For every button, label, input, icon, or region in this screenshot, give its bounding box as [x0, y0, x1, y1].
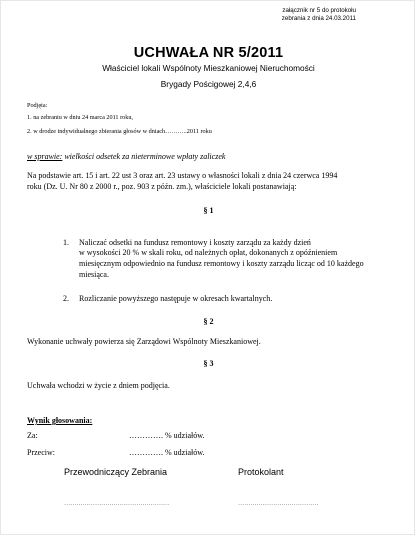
vote-for-value: …………. % udziałów. — [129, 431, 205, 440]
secretary-signature-line: ………………………………… — [238, 500, 319, 507]
appendix-note-line1: załącznik nr 5 do protokołu — [282, 7, 356, 14]
adopted-line-individual: 2. w drodze indywidualnego zbierania głosów w dniach………..2011 roku — [27, 128, 212, 135]
resolution-subtitle-address: Brygady Pościgowej 2,4,6 — [160, 79, 257, 89]
vote-for-label: Za: — [27, 431, 38, 440]
section1-item2-text: Rozliczanie powyższego następuje w okresach kwartalnych. — [79, 294, 273, 303]
vote-against-label: Przeciw: — [27, 448, 55, 457]
adopted-heading: Podjęta: — [27, 102, 48, 109]
section3-heading: § 3 — [203, 359, 214, 368]
section1-item1-line4: miesiąca. — [79, 270, 109, 279]
appendix-note-line2: zebrania z dnia 24.03.2011 — [281, 15, 356, 22]
chair-signature-line: …………………………………………… — [64, 500, 170, 507]
section3-text: Uchwała wchodzi w życie z dniem podjęcia. — [27, 381, 170, 390]
adopted-line-meeting: 1. na zebraniu w dniu 24 marca 2011 roku, — [27, 114, 133, 121]
section1-item1-line2: w wysokości 20 % w skali roku, od należnych opłat, dokonanych z opóźnieniem — [79, 248, 338, 257]
resolution-title: UCHWAŁA NR 5/2011 — [133, 45, 284, 61]
legal-basis-line1: Na podstawie art. 15 i art. 22 ust 3 oraz art. 23 ustawy o własności lokali z dnia 24 czerwca 1994 — [27, 171, 338, 180]
section1-item1-line3: miesięcznym odpowiednio na fundusz remontowy i koszty zarządu licząc od 10 każdego — [79, 259, 364, 268]
section1-item2-number: 2. — [63, 294, 69, 303]
chair-signature-label: Przewodniczący Zebrania — [64, 467, 168, 477]
section1-item1-number: 1. — [63, 238, 69, 247]
subject-line — [27, 152, 225, 161]
subject-prefix: w sprawie: — [27, 152, 63, 161]
secretary-signature-label: Protokolant — [238, 467, 284, 477]
section2-heading: § 2 — [203, 317, 214, 326]
resolution-subtitle-owners: Właściciel lokali Wspólnoty Mieszkaniowej Nieruchomości — [102, 63, 315, 73]
vote-heading: Wynik głosowania: — [27, 416, 93, 425]
section1-item1-line1: Naliczać odsetki na fundusz remontowy i koszty zarządu za każdy dzień — [79, 238, 311, 247]
section1-heading: § 1 — [203, 206, 214, 215]
legal-basis-line2: roku (Dz. U. Nr 80 z 2000 r., poz. 903 z późn. zm.), właściciele lokali postanawiają: — [27, 182, 297, 191]
vote-against-value: …………. % udziałów. — [129, 448, 205, 457]
subject-text: wielkości odsetek za nieterminowe wpłaty zaliczek — [62, 152, 226, 161]
section2-text: Wykonanie uchwały powierza się Zarządowi Wspólnoty Mieszkaniowej. — [27, 337, 261, 346]
